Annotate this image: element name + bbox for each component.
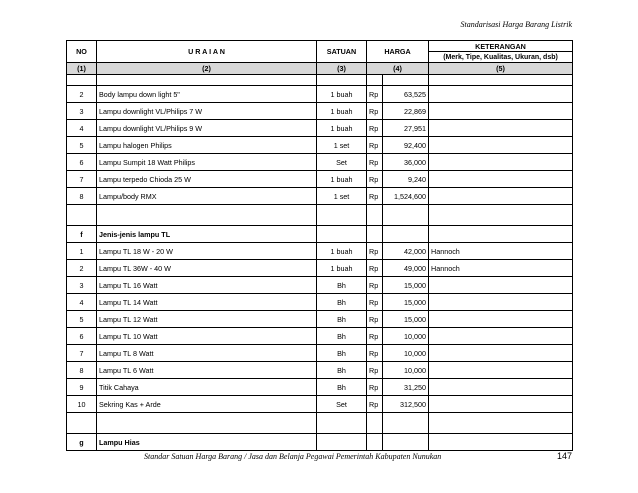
- row-unit: 1 buah: [317, 260, 367, 277]
- row-unit: Bh: [317, 294, 367, 311]
- row-price: 27,951: [383, 120, 429, 137]
- row-description: Titik Cahaya: [97, 379, 317, 396]
- row-price: 312,500: [383, 396, 429, 413]
- row-currency: Rp: [367, 154, 383, 171]
- col-number: (3): [317, 63, 367, 75]
- row-unit: 1 buah: [317, 86, 367, 103]
- table-row: [67, 120, 573, 137]
- col-number: (5): [429, 63, 573, 75]
- row-number: 4: [67, 294, 97, 311]
- col-header-keterangan-sub: (Merk, Tipe, Kualitas, Ukuran, dsb): [429, 52, 573, 63]
- row-number: 2: [67, 86, 97, 103]
- row-description: Lampu TL 36W - 40 W: [97, 260, 317, 277]
- row-description: Lampu terpedo Chioda 25 W: [97, 171, 317, 188]
- spacer-row: [67, 205, 573, 226]
- row-unit: 1 buah: [317, 171, 367, 188]
- col-number: (1): [67, 63, 97, 75]
- row-number: 6: [67, 328, 97, 345]
- row-currency: Rp: [367, 345, 383, 362]
- table-row: [67, 345, 573, 362]
- table-row: [67, 137, 573, 154]
- table-row: [67, 171, 573, 188]
- row-unit: Bh: [317, 311, 367, 328]
- table-row: [67, 311, 573, 328]
- row-currency: Rp: [367, 294, 383, 311]
- row-currency: Rp: [367, 188, 383, 205]
- row-number: 4: [67, 120, 97, 137]
- row-unit: Set: [317, 396, 367, 413]
- row-unit: 1 buah: [317, 120, 367, 137]
- section-row: [67, 226, 573, 243]
- section-row: [67, 434, 573, 451]
- row-currency: Rp: [367, 137, 383, 154]
- table-row: [67, 260, 573, 277]
- row-note: [429, 311, 573, 328]
- row-description: Body lampu down light 5": [97, 86, 317, 103]
- row-currency: Rp: [367, 171, 383, 188]
- row-note: [429, 137, 573, 154]
- row-number: 6: [67, 154, 97, 171]
- row-note: [429, 362, 573, 379]
- section-letter: f: [67, 226, 97, 243]
- row-unit: Bh: [317, 362, 367, 379]
- row-number: 9: [67, 379, 97, 396]
- row-unit: 1 set: [317, 188, 367, 205]
- row-unit: 1 set: [317, 137, 367, 154]
- row-price: 92,400: [383, 137, 429, 154]
- row-price: 42,000: [383, 243, 429, 260]
- col-header-uraian: U R A I A N: [97, 41, 317, 63]
- row-price: 10,000: [383, 362, 429, 379]
- row-currency: Rp: [367, 243, 383, 260]
- row-number: 1: [67, 243, 97, 260]
- row-number: 8: [67, 188, 97, 205]
- row-description: Lampu TL 14 Watt: [97, 294, 317, 311]
- row-currency: Rp: [367, 328, 383, 345]
- row-note: Hannoch: [429, 243, 573, 260]
- row-number: 7: [67, 171, 97, 188]
- row-price: 10,000: [383, 328, 429, 345]
- row-note: [429, 103, 573, 120]
- row-note: [429, 379, 573, 396]
- row-price: 63,525: [383, 86, 429, 103]
- row-unit: Bh: [317, 277, 367, 294]
- running-header: Standarisasi Harga Barang Listrik: [460, 20, 572, 29]
- row-description: Lampu downlight VL/Philips 7 W: [97, 103, 317, 120]
- row-note: [429, 345, 573, 362]
- row-currency: Rp: [367, 103, 383, 120]
- row-description: Lampu Sumpit 18 Watt Philips: [97, 154, 317, 171]
- row-unit: 1 buah: [317, 103, 367, 120]
- col-header-satuan: SATUAN: [317, 41, 367, 63]
- table-row: [67, 396, 573, 413]
- col-header-harga: HARGA: [367, 41, 429, 63]
- row-note: [429, 120, 573, 137]
- row-note: [429, 86, 573, 103]
- row-description: Lampu TL 18 W - 20 W: [97, 243, 317, 260]
- row-currency: Rp: [367, 396, 383, 413]
- row-currency: Rp: [367, 260, 383, 277]
- row-price: 1,524,600: [383, 188, 429, 205]
- row-description: Lampu TL 6 Watt: [97, 362, 317, 379]
- row-price: 9,240: [383, 171, 429, 188]
- page-number: 147: [556, 451, 572, 461]
- col-number: (4): [367, 63, 429, 75]
- row-price: 22,869: [383, 103, 429, 120]
- row-price: 49,000: [383, 260, 429, 277]
- row-number: 3: [67, 277, 97, 294]
- row-unit: Bh: [317, 379, 367, 396]
- row-price: 36,000: [383, 154, 429, 171]
- row-currency: Rp: [367, 86, 383, 103]
- row-currency: Rp: [367, 277, 383, 294]
- spacer-row: [67, 75, 573, 86]
- row-note: [429, 396, 573, 413]
- table-row: [67, 243, 573, 260]
- row-price: 31,250: [383, 379, 429, 396]
- row-note: [429, 328, 573, 345]
- section-title: Lampu Hias: [97, 434, 317, 451]
- section-title: Jenis-jenis lampu TL: [97, 226, 317, 243]
- table-row: [67, 379, 573, 396]
- row-price: 15,000: [383, 311, 429, 328]
- section-letter: g: [67, 434, 97, 451]
- row-price: 15,000: [383, 277, 429, 294]
- row-note: [429, 154, 573, 171]
- row-note: [429, 277, 573, 294]
- table-row: [67, 154, 573, 171]
- row-number: 3: [67, 103, 97, 120]
- row-number: 8: [67, 362, 97, 379]
- row-note: [429, 188, 573, 205]
- row-description: Lampu halogen Philips: [97, 137, 317, 154]
- row-description: Lampu TL 10 Watt: [97, 328, 317, 345]
- price-table: [66, 40, 573, 451]
- col-header-keterangan: KETERANGAN: [429, 41, 573, 52]
- row-number: 5: [67, 311, 97, 328]
- table-row: [67, 86, 573, 103]
- row-description: Lampu/body RMX: [97, 188, 317, 205]
- row-currency: Rp: [367, 379, 383, 396]
- row-unit: Bh: [317, 328, 367, 345]
- row-description: Sekring Kas + Arde: [97, 396, 317, 413]
- table-row: [67, 328, 573, 345]
- row-price: 10,000: [383, 345, 429, 362]
- row-number: 2: [67, 260, 97, 277]
- row-description: Lampu TL 16 Watt: [97, 277, 317, 294]
- row-number: 10: [67, 396, 97, 413]
- row-unit: 1 buah: [317, 243, 367, 260]
- table-row: [67, 103, 573, 120]
- row-unit: Bh: [317, 345, 367, 362]
- row-note: Hannoch: [429, 260, 573, 277]
- row-note: [429, 171, 573, 188]
- col-number: (2): [97, 63, 317, 75]
- col-header-no: NO: [67, 41, 97, 63]
- row-note: [429, 294, 573, 311]
- row-description: Lampu TL 12 Watt: [97, 311, 317, 328]
- row-unit: Set: [317, 154, 367, 171]
- table-row: [67, 277, 573, 294]
- table-row: [67, 294, 573, 311]
- row-description: Lampu TL 8 Watt: [97, 345, 317, 362]
- row-currency: Rp: [367, 311, 383, 328]
- row-number: 7: [67, 345, 97, 362]
- table-row: [67, 188, 573, 205]
- table-row: [67, 362, 573, 379]
- row-number: 5: [67, 137, 97, 154]
- spacer-row: [67, 413, 573, 434]
- row-description: Lampu downlight VL/Philips 9 W: [97, 120, 317, 137]
- row-price: 15,000: [383, 294, 429, 311]
- page-footer: Standar Satuan Harga Barang / Jasa dan Belanja Pegawai Pemerintah Kabupaten Nunukan: [144, 452, 442, 461]
- row-currency: Rp: [367, 120, 383, 137]
- row-currency: Rp: [367, 362, 383, 379]
